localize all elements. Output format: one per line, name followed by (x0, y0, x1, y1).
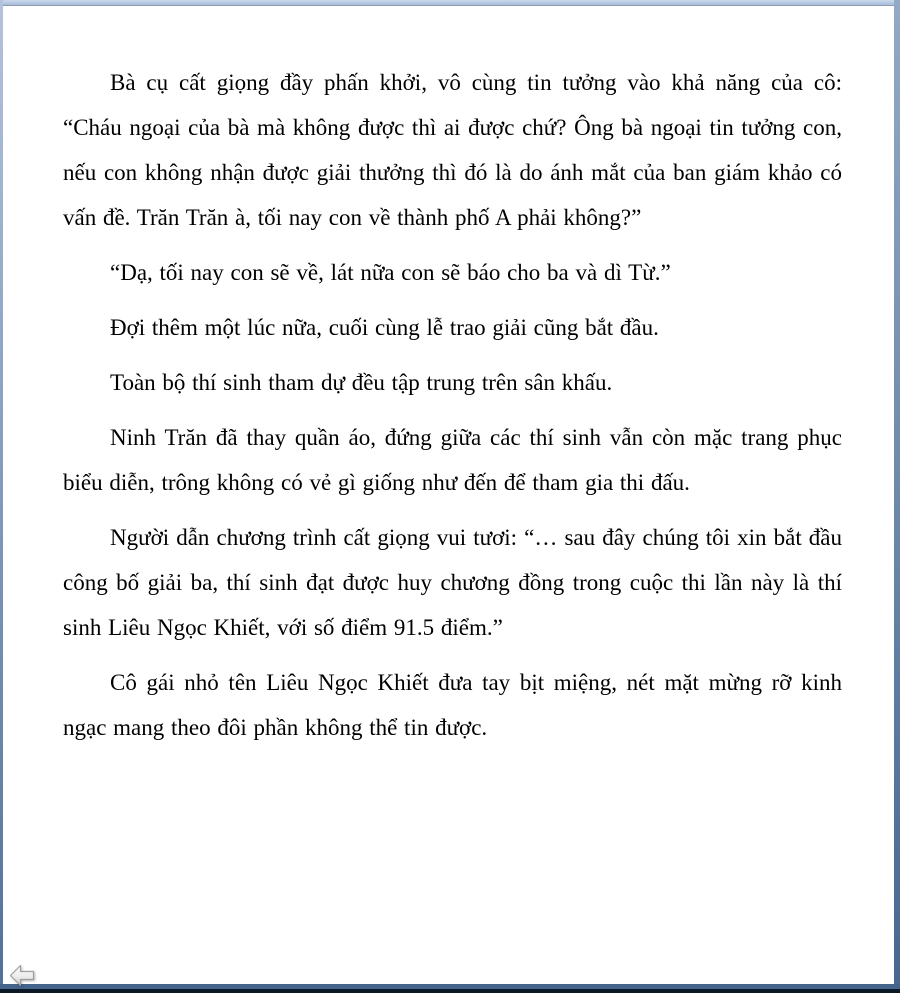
paragraph: Toàn bộ thí sinh tham dự đều tập trung trên sân khấu. (110, 370, 613, 395)
document-page (3, 6, 894, 984)
paragraph: Người dẫn chương trình cất giọng vui tươi: “… sau đây chúng tôi xin bắt đầu công bố giải ba, thí sinh đạt được huy chương đồng trong cuộc thi lần này là thí sinh Liêu Ngọc Khiết, với số điểm 91.5 điểm.” (63, 525, 842, 640)
paragraph: Cô gái nhỏ tên Liêu Ngọc Khiết đưa tay bịt miệng, nét mặt mừng rỡ kinh ngạc mang theo đôi phần không thể tin được. (63, 670, 842, 740)
window-border-right (894, 0, 900, 984)
paragraph: Ninh Trăn đã thay quần áo, đứng giữa các thí sinh vẫn còn mặc trang phục biểu diễn, trông không có vẻ gì giống như đến để tham gia thi đấu. (63, 425, 842, 495)
paragraph: Đợi thêm một lúc nữa, cuối cùng lễ trao giải cũng bắt đầu. (110, 315, 659, 340)
paragraph: “Dạ, tối nay con sẽ về, lát nữa con sẽ báo cho ba và dì Từ.” (110, 260, 671, 285)
back-arrow-icon (9, 963, 37, 988)
paragraph: Bà cụ cất giọng đầy phấn khởi, vô cùng tin tưởng vào khả năng của cô: “Cháu ngoại của bà mà không được thì ai được chứ? Ông bà ngoại tin tưởng con, nếu con không nhận được giải thưởng thì đó là do ánh mắt của ban giám khảo có vấn đề. Trăn Trăn à, tối nay con về thành phố A phải không?” (63, 70, 842, 230)
window-border-bottom-edge (0, 989, 900, 993)
back-button[interactable] (9, 962, 37, 988)
